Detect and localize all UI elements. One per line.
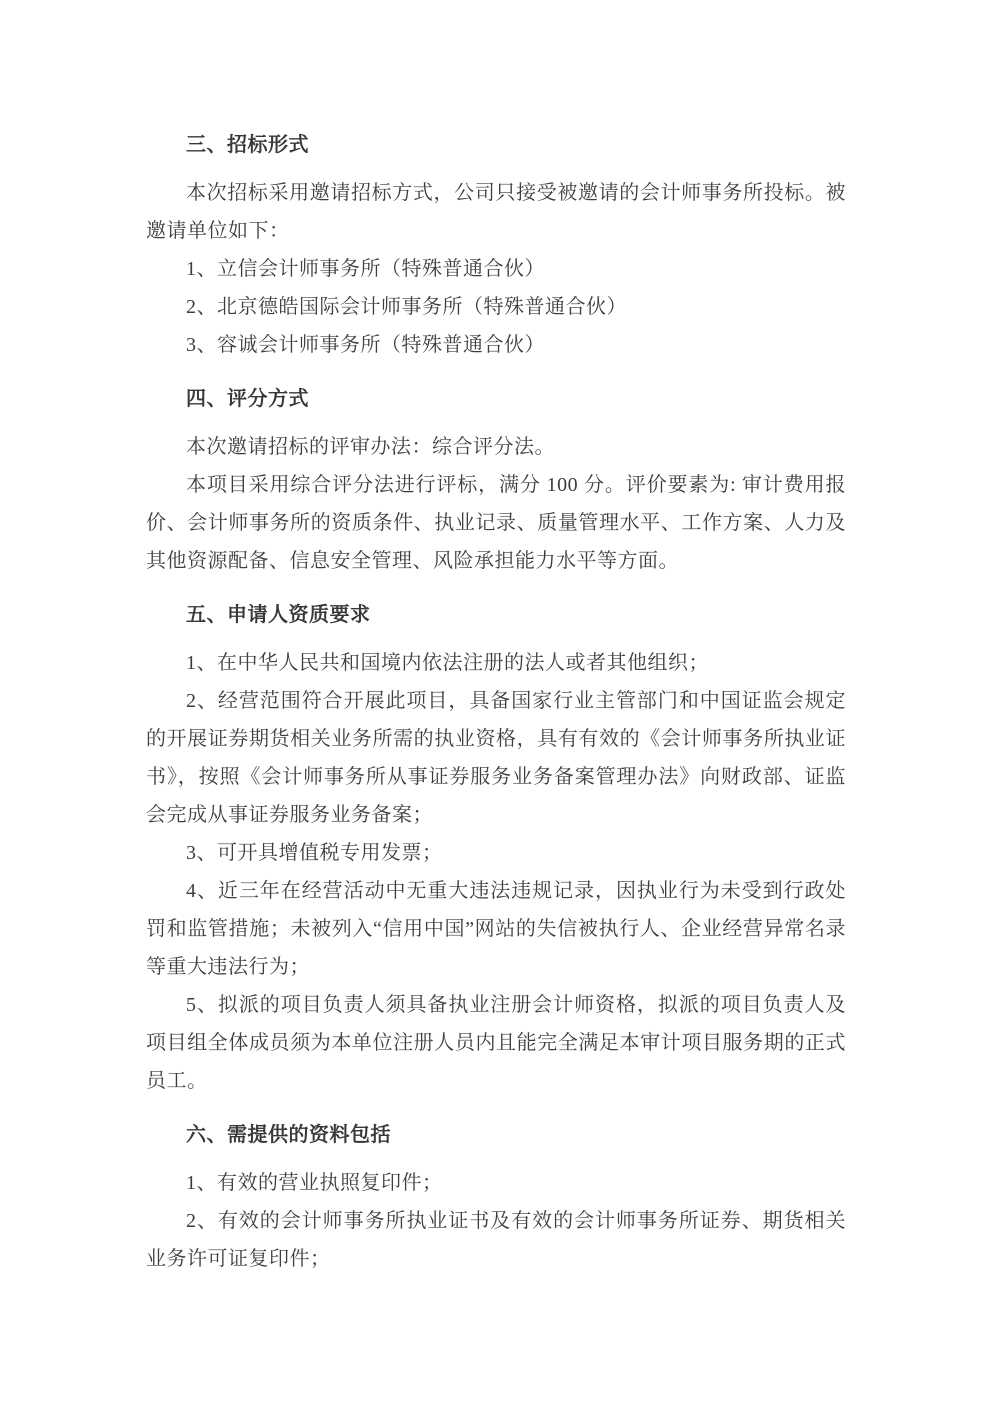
- section-heading: 五、申请人资质要求: [186, 604, 371, 626]
- list-item: 2、有效的会计师事务所执业证书及有效的会计师事务所证券、期货相关业务许可证复印件；: [146, 1210, 846, 1270]
- paragraph: 本次招标采用邀请招标方式，公司只接受被邀请的会计师事务所投标。被邀请单位如下：: [146, 182, 846, 242]
- list-item: 1、立信会计师事务所（特殊普通合伙）: [186, 258, 545, 280]
- section-heading: 三、招标形式: [186, 134, 309, 156]
- section-heading: 四、评分方式: [186, 388, 309, 410]
- list-item: 3、可开具增值税专用发票；: [186, 842, 443, 864]
- section-scoring-method: [146, 380, 846, 580]
- list-item: 4、近三年在经营活动中无重大违法违规记录，因执业行为未受到行政处罚和监管措施；未被列入“信用中国”网站的失信被执行人、企业经营异常名录等重大违法行为；: [146, 880, 846, 978]
- document-content: [146, 126, 846, 1278]
- section-required-documents: [146, 1116, 846, 1278]
- list-item: 3、容诚会计师事务所（特殊普通合伙）: [186, 334, 545, 356]
- list-item: 1、有效的营业执照复印件；: [186, 1172, 443, 1194]
- section-heading: 六、需提供的资料包括: [186, 1124, 391, 1146]
- section-applicant-qualifications: [146, 596, 846, 1100]
- list-item: 5、拟派的项目负责人须具备执业注册会计师资格，拟派的项目负责人及项目组全体成员须为本单位注册人员内且能完全满足本审计项目服务期的正式员工。: [146, 994, 846, 1092]
- list-item: 2、北京德皓国际会计师事务所（特殊普通合伙）: [186, 296, 627, 318]
- paragraph: 本项目采用综合评分法进行评标，满分 100 分。评价要素为: 审计费用报价、会计师事务所的资质条件、执业记录、质量管理水平、工作方案、人力及其他资源配备、信息安全管理、风险承担能力水平等方面。: [146, 474, 846, 572]
- list-item: 1、在中华人民共和国境内依法注册的法人或者其他组织；: [186, 652, 709, 674]
- paragraph: 本次邀请招标的评审办法：综合评分法。: [186, 436, 555, 458]
- list-item: 2、经营范围符合开展此项目，具备国家行业主管部门和中国证监会规定的开展证券期货相关业务所需的执业资格，具有有效的《会计师事务所执业证书》，按照《会计师事务所从事证券服务业务备案管理办法》向财政部、证监会完成从事证券服务业务备案；: [146, 690, 846, 826]
- section-bid-form: [146, 126, 846, 364]
